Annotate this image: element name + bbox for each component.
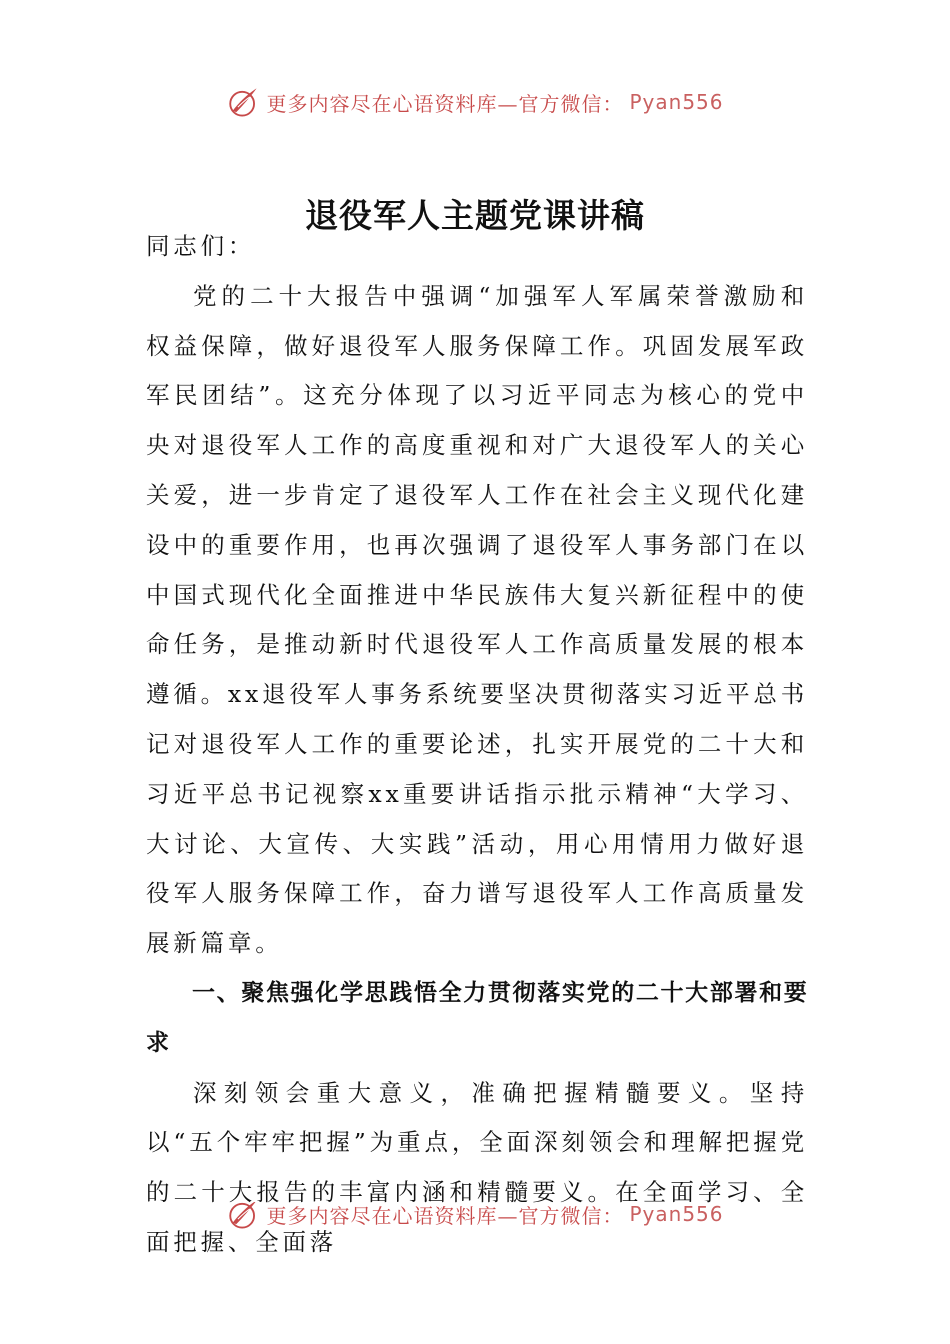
body-paragraph: 深刻领会重大意义，准确把握精髓要义。坚持以“五个牢牢把握”为重点，全面深刻领会和理解把握党的二十大报告的丰富内涵和精髓要义。在全面学习、全面把握、全面落	[146, 1078, 808, 1256]
body-paragraph: 党的二十大报告中强调“加强军人军属荣誉激励和权益保障，做好退役军人服务保障工作。巩固发展军政军民团结”。这充分体现了以习近平同志为核心的党中央对退役军人工作的高度重视和对广大退役军人的关心关爱，进一步肯定了退役军人工作在社会主义现代化建设中的重要作用，也再次强调了退役军人事务部门在以中国式现代化全面推进中华民族伟大复兴新征程中的使命任务，是推动新时代退役军人工作高质量发展的根本遵循。xx退役军人事务系统要坚决贯彻落实习近平总书记对退役军人工作的重要论述，扎实开展党的二十大和习近平总书记视察xx重要讲话指示批示精神“大学习、大讨论、大宣传、大实践”活动，用心用情用力做好退役军人服务保障工作，奋力谱写退役军人工作高质量发展新篇章。	[146, 281, 809, 958]
document-body	[146, 222, 808, 1268]
watermark-text: 更多内容尽在心语资料库—官方微信：	[266, 1203, 624, 1228]
feather-logo-icon	[226, 1202, 260, 1231]
section-heading: 一、聚焦强化学思践悟全力贯彻落实党的二十大部署和要求	[146, 979, 808, 1056]
watermark-footer	[0, 1202, 950, 1238]
feather-logo-icon	[226, 85, 260, 119]
document-title: 退役军人主题党课讲稿	[305, 196, 645, 235]
watermark-wechat: Pyan556	[629, 90, 724, 114]
watermark-text: 更多内容尽在心语资料库—官方微信：	[266, 91, 624, 116]
watermark-header	[0, 82, 950, 122]
watermark-wechat: Pyan556	[629, 1202, 724, 1226]
salutation: 同志们：	[146, 232, 256, 260]
